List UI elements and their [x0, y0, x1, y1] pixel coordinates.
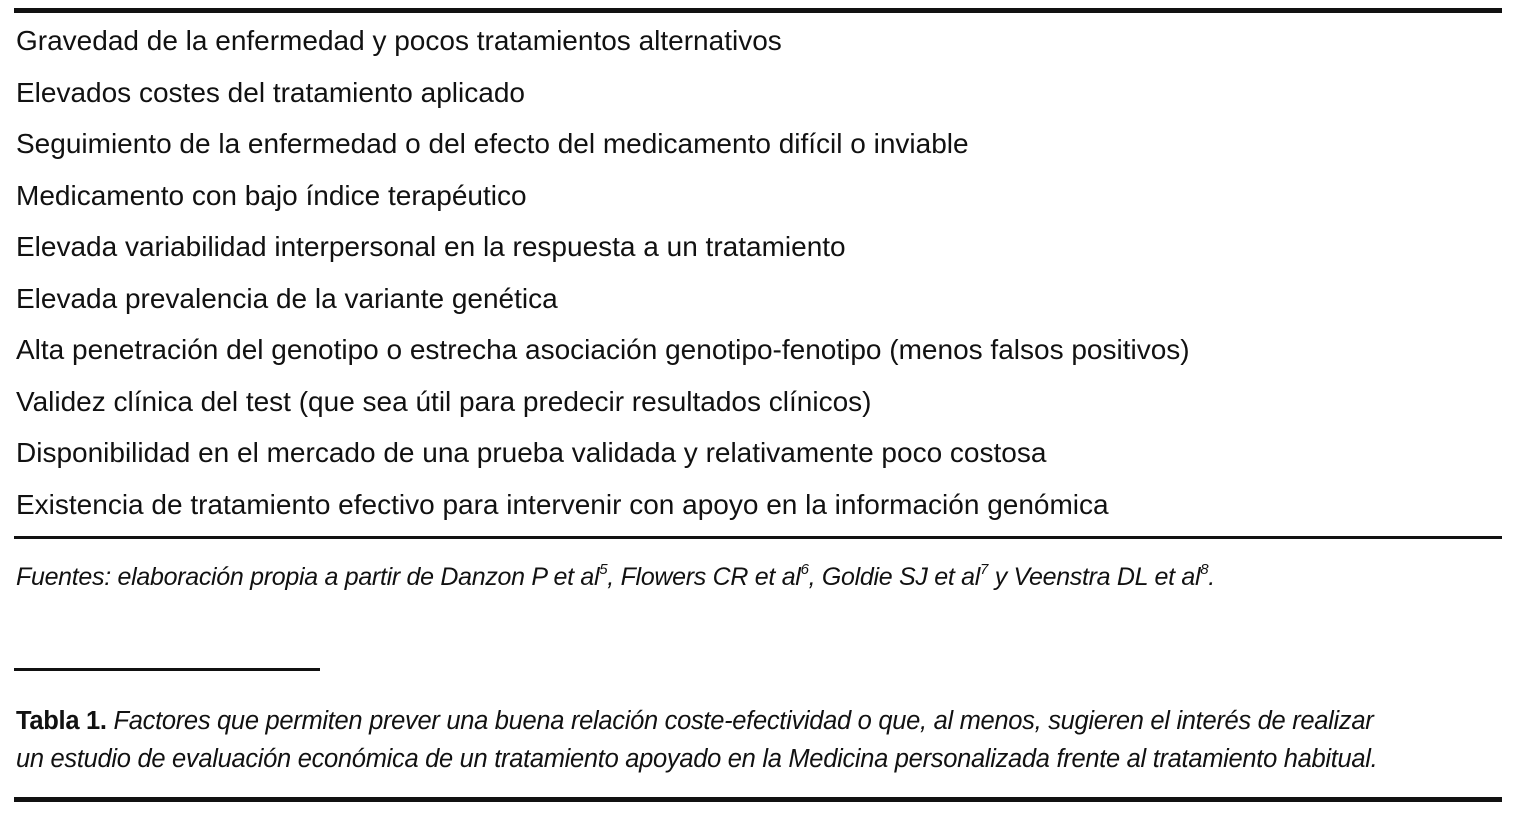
reference-6: 6	[800, 561, 809, 578]
list-item: Elevada variabilidad interpersonal en la respuesta a un tratamiento	[16, 231, 846, 262]
table-top-rule	[14, 8, 1502, 13]
caption-text: Factores que permiten prever una buena relación coste-efectividad o que, al menos, sugieren el interés de realizar	[113, 707, 1374, 735]
source-note	[16, 563, 1215, 592]
table-caption	[16, 702, 1506, 778]
reference-7: 7	[980, 561, 989, 578]
table-bottom-rule	[14, 536, 1502, 539]
caption-line-2: un estudio de evaluación económica de un tratamiento apoyado en la Medicina personalizada frente al tratamiento habitual.	[16, 745, 1378, 773]
list-item: Validez clínica del test (que sea útil para predecir resultados clínicos)	[16, 385, 872, 417]
list-item: Gravedad de la enfermedad y pocos tratamientos alternativos	[16, 25, 782, 56]
caption-bottom-rule	[14, 797, 1502, 802]
caption-label: Tabla 1.	[16, 707, 107, 735]
list-item: Existencia de tratamiento efectivo para intervenir con apoyo en la información genómica	[16, 488, 1109, 520]
caption-line-1	[16, 702, 1506, 740]
source-text: Fuentes: elaboración propia a partir de Danzon P et al	[16, 563, 600, 591]
list-item: Elevada prevalencia de la variante genética	[16, 282, 558, 314]
source-text: , Goldie SJ et al	[808, 563, 980, 591]
caption-divider	[14, 668, 320, 671]
reference-8: 8	[1200, 561, 1209, 578]
list-item: Disponibilidad en el mercado de una prueba validada y relativamente poco costosa	[16, 437, 1047, 468]
source-text: y Veenstra DL et al	[988, 563, 1201, 591]
reference-5: 5	[599, 561, 608, 578]
list-item: Elevados costes del tratamiento aplicado	[16, 76, 525, 108]
source-text: , Flowers CR et al	[607, 563, 801, 591]
list-item: Alta penetración del genotipo o estrecha asociación genotipo-fenotipo (menos falsos positivos)	[16, 334, 1190, 365]
list-item: Medicamento con bajo índice terapéutico	[16, 179, 527, 211]
list-item: Seguimiento de la enfermedad o del efecto del medicamento difícil o inviable	[16, 128, 969, 159]
factor-list	[16, 15, 1496, 530]
source-text: .	[1208, 563, 1215, 591]
